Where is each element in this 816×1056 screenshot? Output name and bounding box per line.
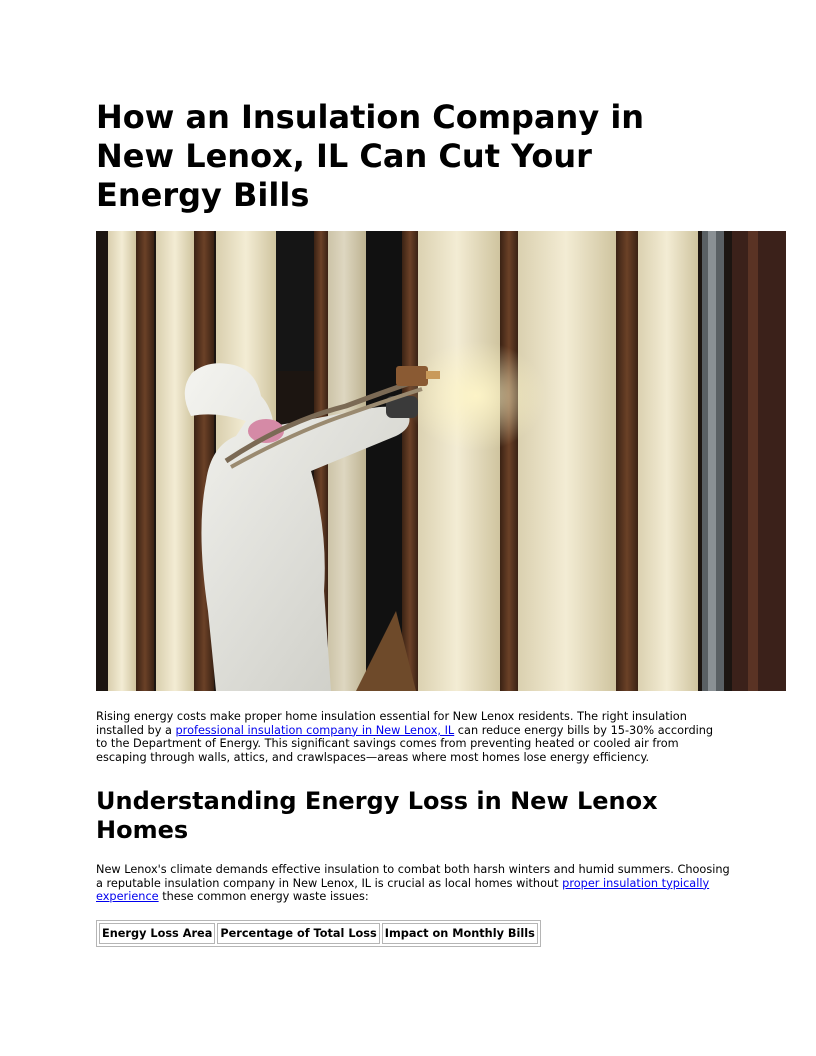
intro-text-start: Rising energy costs make proper home insulation essential for New Lenox residents. The right insulation installed by a xyxy=(96,710,687,737)
section-text-start: New Lenox's climate demands effective insulation to combat both harsh winters and humid summers. Choosing a reputable insulation company in New Lenox, IL is crucial as local homes without xyxy=(96,863,730,890)
section-text-end: these common energy waste issues: xyxy=(158,890,369,904)
header-impact-on-monthly-bills: Impact on Monthly Bills xyxy=(382,923,538,944)
insulation-company-link[interactable]: professional insulation company in New Lenox, IL xyxy=(175,723,455,737)
header-percentage-of-total-loss: Percentage of Total Loss xyxy=(217,923,379,944)
table-header-row xyxy=(99,923,538,944)
section-paragraph xyxy=(96,863,736,904)
energy-loss-table xyxy=(96,920,541,947)
proper-insulation-link[interactable]: proper insulation typically experience xyxy=(96,876,710,904)
article xyxy=(96,98,786,940)
page-title: How an Insulation Company in New Lenox, IL Can Cut Your Energy Bills xyxy=(96,98,645,214)
hero-image xyxy=(96,231,786,691)
intro-text-end: can reduce energy bills by 15-30% according to the Department of Energy. This significant savings comes from preventing heated or cooled air from escaping through walls, attics, and crawlspaces—areas where most homes lose energy efficiency. xyxy=(96,723,714,764)
section-heading: Understanding Energy Loss in New Lenox Homes xyxy=(96,787,658,844)
intro-paragraph xyxy=(96,710,726,764)
header-energy-loss-area: Energy Loss Area xyxy=(99,923,215,944)
